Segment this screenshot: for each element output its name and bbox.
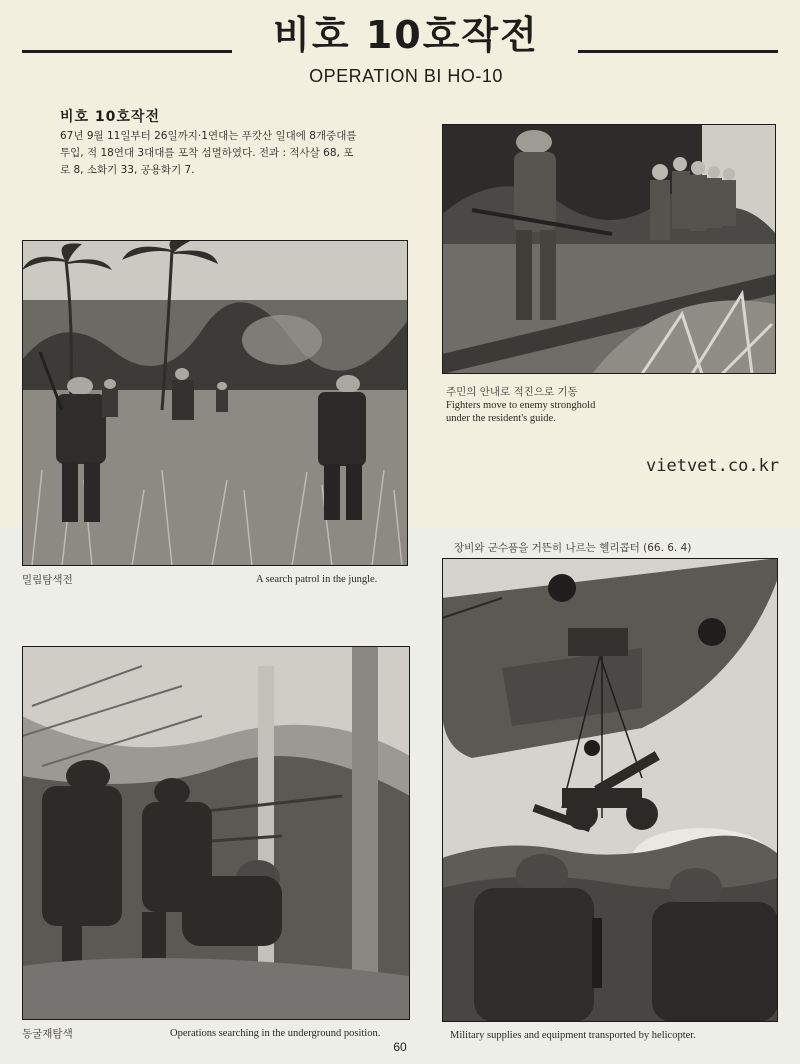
title-rule-left xyxy=(22,50,232,53)
caption-fighters-en-1: Fighters move to enemy stronghold xyxy=(446,400,596,411)
intro-line: 67년 9월 11일부터 26일까지·1연대는 푸캇산 일대에 8개중대를 xyxy=(60,130,357,142)
caption-jungle-en: A search patrol in the jungle. xyxy=(256,574,378,585)
caption-underground-en: Operations searching in the underground position. xyxy=(170,1028,381,1039)
photo-helicopter-transport xyxy=(442,558,778,1022)
intro-line: 로 8, 소화기 33, 공용화기 7. xyxy=(60,164,195,176)
page-subtitle: OPERATION BI HO-10 xyxy=(309,66,503,86)
caption-underground-ko: 동굴재탐색 xyxy=(22,1028,73,1040)
caption-helicopter-ko: 장비와 군수품을 거뜬히 나르는 헬리콥터 (66. 6. 4) xyxy=(454,542,692,554)
intro-line: 투입, 적 18연대 3대대를 포착 섬멸하였다. 전과 : 적사살 68, 포 xyxy=(60,147,354,159)
page-number: 60 xyxy=(393,1040,407,1054)
caption-fighters-ko: 주민의 안내로 적진으로 기동 xyxy=(446,386,578,398)
caption-jungle-ko: 밀림탐색전 xyxy=(22,574,73,586)
page-title: 비호 10호작전 xyxy=(273,13,539,57)
intro-heading: 비호 10호작전 xyxy=(60,109,160,125)
photo-fighters-moving xyxy=(442,124,776,374)
intro-body xyxy=(60,128,400,179)
watermark: vietvet.co.kr xyxy=(646,456,780,476)
photo-jungle-patrol xyxy=(22,240,408,566)
title-rule-right xyxy=(578,50,778,53)
caption-fighters-en-2: under the resident's guide. xyxy=(446,413,556,424)
photo-underground-search xyxy=(22,646,410,1020)
caption-helicopter-en: Military supplies and equipment transported by helicopter. xyxy=(450,1030,696,1041)
